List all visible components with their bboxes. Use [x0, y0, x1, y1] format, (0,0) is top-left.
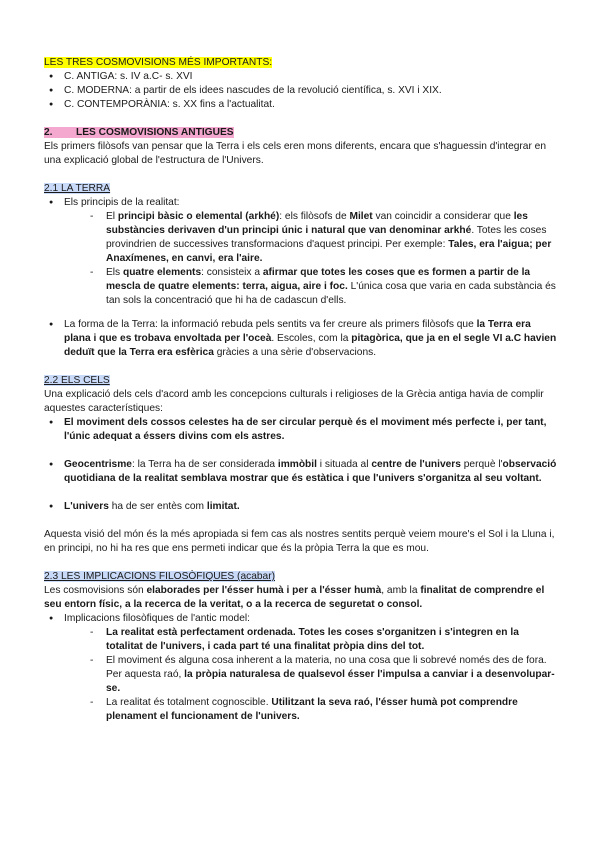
list-item: ● C. CONTEMPORÀNIA: s. XX fins a l'actualitat. [44, 98, 558, 112]
section-2-2-closing: Aquesta visió del món és la més apropiada si fem cas als nostres sentits perquè veiem moure's el Sol i la Lluna i, en principi, no hi ha res que ens permeti indicar que és la pròpia Terra la que es mou. [44, 529, 555, 554]
document-page [44, 56, 558, 724]
section-2-3-intro: Les cosmovisions són elaborades per l'ésser humà i per a l'ésser humà, amb la finalitat de comprendre el seu entorn físic, a la recerca de la veritat, o a la recerca de seguretat o consol. [44, 585, 545, 610]
list-item-earth-shape: ● La forma de la Terra: la informació rebuda pels sentits va fer creure als primers filòsofs que la Terra era plana i que es trobava envoltada per l'oceà. Escoles, com la pitagòrica, que ja en el segle VI a.C havien deduït que la Terra era esfèrica gràcies a una sèrie d'observacions. [44, 318, 558, 360]
sub-item-arkhe: - El principi bàsic o elemental (arkhé): els filòsofs de Milet van coincidir a considerar que les substàncies derivaven d'un principi únic i natural que van denominar arkhé. Totes les coses provindrien de successives transformacions d'aquest principi. Per exemple: Tales, era l'aigua; per Anaxímenes, en canvi, era l'aire. [44, 210, 558, 266]
sub-item-movement: - El moviment és alguna cosa inherent a la materia, no una cosa que li sobrevé només des de fora. Per aquesta raó, la pròpia naturalesa de qualsevol ésser l'impulsa a canviar i a desenvolupar-se. [44, 654, 558, 696]
sub-item-four-elements: - Els quatre elements: consisteix a afirmar que totes les coses que es formen a partir de la mescla de quatre elements: terra, aigua, aire i foc. L'única cosa que varia en cada substància és tan sols la concentració que hi ha de cadascun d'ells. [44, 266, 558, 308]
list-item-limited-universe: ● L'univers ha de ser entès com limitat. [44, 500, 558, 514]
list-item-geocentrism: ● Geocentrisme: la Terra ha de ser considerada immòbil i situada al centre de l'univers perquè l'observació quotidiana de la realitat semblava mostrar que és estàtica i que l'univers s'organitza al seu voltant. [44, 458, 558, 486]
section-2-3-heading: 2.3 LES IMPLICACIONS FILOSÒFIQUES (acabar) [44, 571, 275, 582]
section-2-2-intro: Una explicació dels cels d'acord amb les concepcions culturals i religioses de la Grècia antiga havia de complir aquestes característiques: [44, 389, 544, 414]
sub-item-ordered-reality: - La realitat està perfectament ordenada. Totes les coses s'organitzen i s'integren en la totalitat de l'univers, i cada part té una finalitat pròpia dins del tot. [44, 626, 558, 654]
list-item: ● Implicacions filosòfiques de l'antic model: [44, 612, 558, 626]
list-item: ● Els principis de la realitat: [44, 196, 558, 210]
intro-title: LES TRES COSMOVISIONS MÉS IMPORTANTS: [44, 57, 273, 68]
list-item: ● C. MODERNA: a partir de els idees nascudes de la revolució científica, s. XVI i XIX. [44, 84, 558, 98]
section-2-heading: 2. LES COSMOVISIONS ANTIGUES [44, 127, 234, 138]
sub-item-knowable-reality: - La realitat és totalment cognoscible. Utilitzant la seva raó, l'ésser humà pot comprendre plenament el funcionament de l'univers. [44, 696, 558, 724]
section-2-text: Els primers filòsofs van pensar que la Terra i els cels eren mons diferents, encara que s'haguessin d'integrar en una explicació global de l'estructura de l'Univers. [44, 141, 547, 166]
list-item-circular-motion: ● El moviment dels cossos celestes ha de ser circular perquè és el moviment més perfecte i, per tant, l'únic adequat a éssers divins com els astres. [44, 416, 558, 444]
list-item: ● C. ANTIGA: s. IV a.C- s. XVI [44, 70, 558, 84]
section-2-1-heading: 2.1 LA TERRA [44, 183, 111, 194]
section-2-2-heading: 2.2 ELS CELS [44, 375, 110, 386]
